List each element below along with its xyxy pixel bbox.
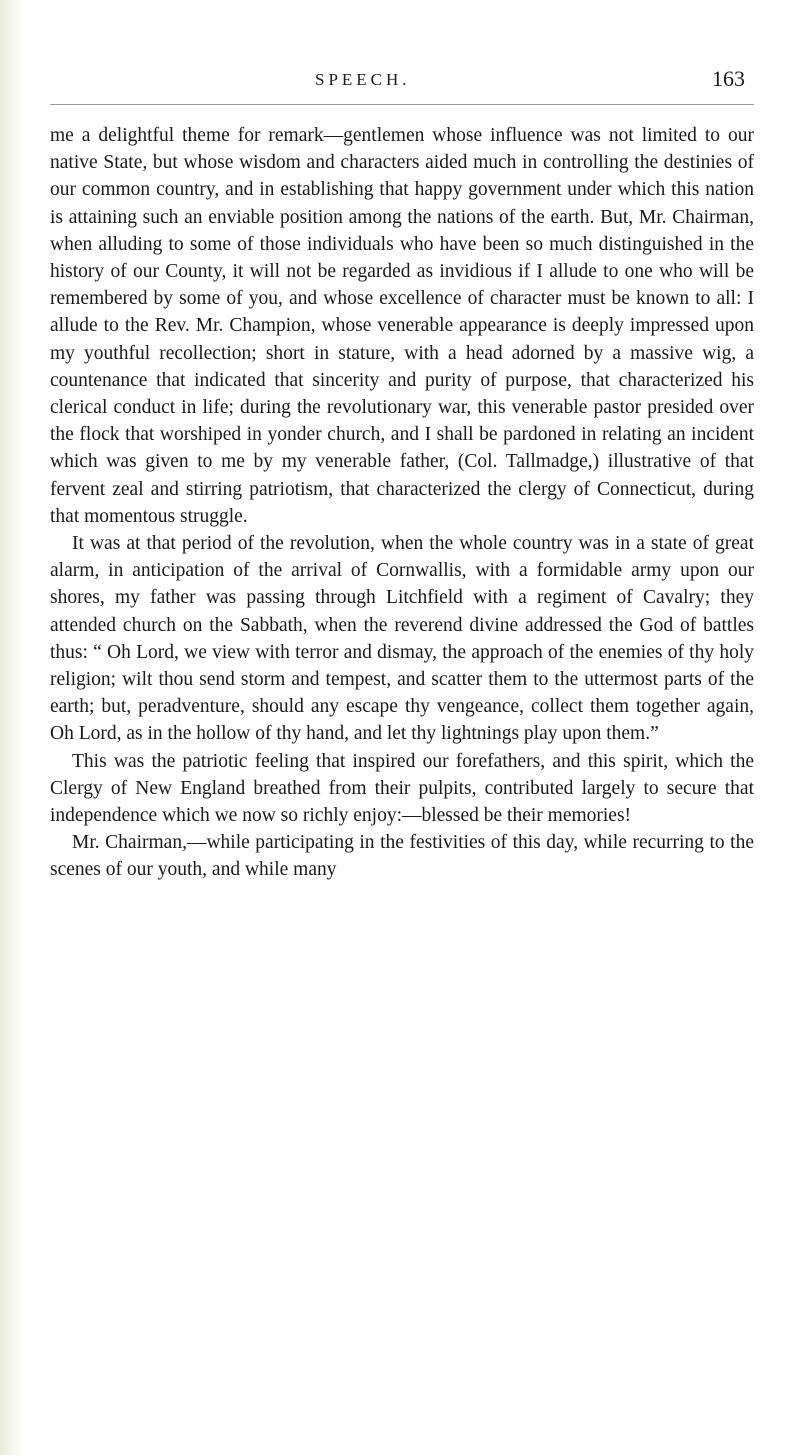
paragraph-patriotic-feeling: This was the patriotic feeling that inspired our forefathers, and this spirit, which the Clergy of New England breathed from their pulpits, contributed largely to secure that independence which we now so richly enjoy:—blessed be their memories! [50,750,754,827]
paragraph-continued: me a delightful theme for remark—gentlemen whose influence was not limited to our native State, but whose wisdom and characters aided much in controlling the destinies of our common country, and in establishing that happy government under which this nation is attaining such an enviable position among the nations of the earth. But, Mr. Chairman, when alluding to some of those individuals who have been so much distinguished in the history of our County, it will not be regarded as invidious if I allude to one who will be remembered by some of you, and whose excellence of character must be known to all: I allude to the Rev. Mr. Champion, whose venerable appearance is deeply impressed upon my youthful recollection; short in stature, with a head adorned by a massive wig, a countenance that indicated that sincerity and purity of purpose, that characterized his clerical conduct in life; during the revolutionary war, this venerable pastor presided over the flock that worshiped in yonder church, and I shall be pardoned in relating an incident which was given to me by my venerable father, (Col. Tallmadge,) illustrative of that fervent zeal and stirring patriotism, that characterized the clergy of Connecticut, during that momentous struggle. [50,125,754,527]
running-head: SPEECH. [315,70,411,89]
page-number: 163 [712,66,745,91]
body-text [50,122,754,884]
paragraph-anecdote: It was at that period of the revolution, when the whole country was in a state of great alarm, in anticipation of the arrival of Cornwallis, with a formidable army upon our shores, my father was passing through Litchfield with a regiment of Cavalry; they attended church on the Sabbath, when the reverend divine addressed the God of battles thus: “ Oh Lord, we view with terror and dismay, the approach of the enemies of thy holy religion; wilt thou send storm and tempest, and scatter them to the uttermost parts of the earth; but, peradventure, should any escape thy vengeance, collect them together again, Oh Lord, as in the hollow of thy hand, and let thy lightnings play upon them.” [50,533,754,745]
header-rule [50,104,754,105]
page-header [0,0,800,110]
paragraph-chairman: Mr. Chairman,—while participating in the festivities of this day, while recurring to the scenes of our youth, and while many [50,832,754,881]
page-edge-shadow [0,0,22,1455]
